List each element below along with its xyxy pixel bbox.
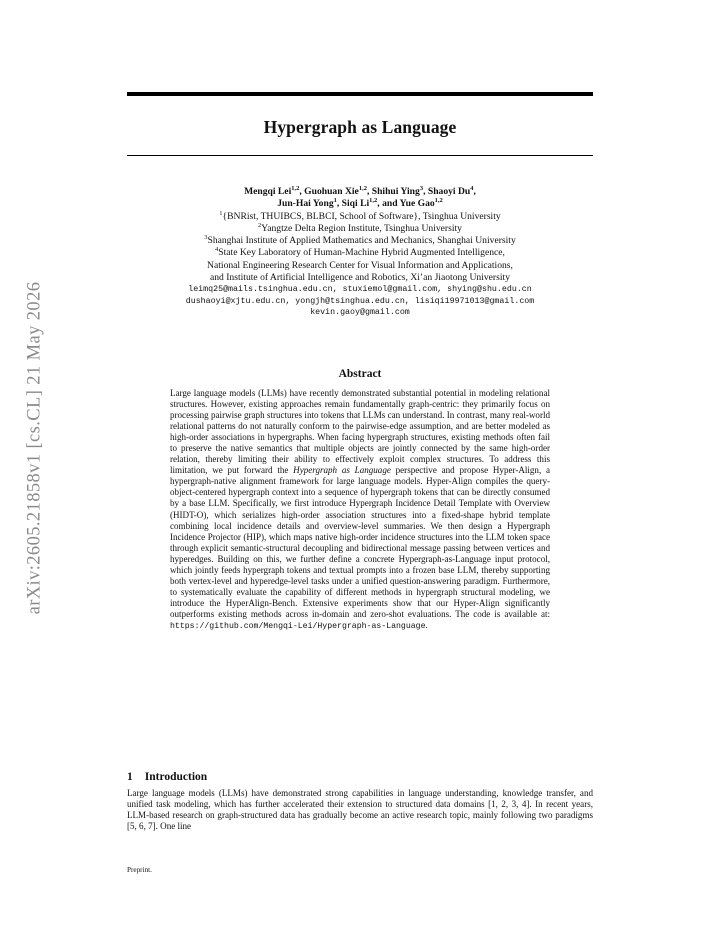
affiliation xyxy=(127,260,593,272)
affiliation xyxy=(127,272,593,284)
affiliation-text: Shanghai Institute of Applied Mathematics and Mechanics, Shanghai University xyxy=(207,235,516,247)
email-line: leimq25@mails.tsinghua.edu.cn, stuxiemol@gmail.com, shying@shu.edu.cn xyxy=(188,285,532,295)
author-sup: 1,2 xyxy=(358,184,367,192)
author-block xyxy=(127,186,593,318)
arxiv-identifier: arXiv:2605.21858v1 [cs.CL] 21 May 2026 xyxy=(24,281,45,615)
code-url-link[interactable]: https://github.com/Mengqi-Lei/Hypergraph-as-Language xyxy=(170,621,426,631)
abstract-text: Large language models (LLMs) have recently demonstrated substantial potential in modeling relational structures. However, existing approaches remain fundamentally graph-centric: they primarily focus on processing pairwise graph structures into tokens that LLMs can understand. In contrast, many real-world relational patterns do not naturally conform to the pairwise-edge assumption, and are better modeled as high-order associations in hypergraphs. When facing hypergraph structures, existing methods often fail to preserve the native semantics that multiple objects are jointly connected by the same high-order relation, thereby limiting their ability to effectively exploit complex structures. To address this limitation, we put forward the xyxy=(170,388,550,476)
author-line-2: Jun-Hai Yong$^1$, Siqi Li$^{1,2}$, and Yue Gao$^{1,2}$ xyxy=(277,197,443,210)
section-number: 1 xyxy=(127,771,133,783)
author-name: Siqi Li xyxy=(341,198,370,210)
email-line: dushaoyi@xjtu.edu.cn, yongjh@tsinghua.edu.cn, lisiqi19971013@gmail.com xyxy=(185,296,535,306)
author-name: Guohuan Xie xyxy=(304,186,359,197)
affiliation-sup: 2 xyxy=(258,221,262,229)
affiliation xyxy=(127,247,593,259)
abstract-body xyxy=(170,388,550,632)
abstract-emphasis: Hypergraph as Language xyxy=(293,465,391,476)
author-name: Mengqi Lei xyxy=(244,186,292,197)
affiliation-text: National Engineering Research Center for Visual Information and Applications, xyxy=(207,259,513,271)
intro-paragraph: Large language models (LLMs) have demonstrated strong capabilities in language understanding, knowledge transfer, and unified task modeling, which has further accelerated their extension to structured data domains [1, 2, 3, 4]. In recent years, LLM-based research on graph-structured data has gradually become an active research topic, mainly following two paradigms [5, 6, 7]. One line xyxy=(127,788,593,832)
section-heading xyxy=(127,771,207,783)
author-sup: 1,2 xyxy=(434,197,443,205)
affiliation-sup: 4 xyxy=(215,246,219,254)
affiliation xyxy=(127,223,593,235)
affiliation xyxy=(127,235,593,247)
affiliation-sup: 1 xyxy=(219,209,223,217)
section-title: Introduction xyxy=(144,771,208,783)
affiliation xyxy=(127,211,593,223)
author-sup: 1,2 xyxy=(291,184,300,192)
abstract-text: perspective and propose Hyper-Align, a hypergraph-native alignment framework for large language models. Hyper-Align compiles the query-object-centered hypergraph context into a sequence of hypergraph tokens that can be directly consumed by a base LLM. Specifically, we first introduce Hypergraph Incidence Detail Template with Overview (HIDT-O), which serializes high-order association structures into a fixed-shape hybrid template combining local incidence details and overview-level summaries. We then design a Hypergraph Incidence Projector (HIP), which maps native high-order incidence structures into the LLM token space through explicit semantic-structural decoupling and bidirectional message passing between vertices and hyperedges. Building on this, we further define a concrete Hypergraph-as-Language input protocol, which jointly feeds hypergraph tokens and textual prompts into a frozen base LLM, thereby supporting both vertex-level and hyperedge-level tasks under a unified question-answering paradigm. Furthermore, to systematically evaluate the capability of different methods in hypergraph structural modeling, we introduce the HyperAlign-Bench. Extensive experiments show that our Hyper-Align significantly outperforms existing methods across in-domain and zero-shot evaluations. The code is available at: xyxy=(170,465,551,619)
affiliation-text: {BNRist, THUIBCS, BLBCI, School of Software}, Tsinghua University xyxy=(222,210,501,222)
affiliation-text: and Institute of Artificial Intelligence and Robotics, Xi’an Jiaotong University xyxy=(209,272,510,284)
author-name: and Yue Gao xyxy=(382,198,435,210)
email-line: kevin.gaoy@gmail.com xyxy=(310,307,410,317)
abstract-text: . xyxy=(425,619,428,630)
title-top-rule xyxy=(127,92,593,96)
abstract-heading: Abstract xyxy=(338,368,382,380)
author-sup: 1 xyxy=(333,197,337,205)
author-sup: 3 xyxy=(419,184,424,192)
author-sup: 1,2 xyxy=(369,197,378,205)
author-name: Jun-Hai Yong xyxy=(277,198,334,210)
author-sup: 4 xyxy=(470,184,474,192)
affiliation-text: Yangtze Delta Region Institute, Tsinghua University xyxy=(261,222,462,234)
title-bottom-rule xyxy=(127,155,593,156)
paper-title: Hypergraph as Language xyxy=(263,117,457,137)
author-name: Shihui Ying xyxy=(371,186,420,197)
footer-note: Preprint. xyxy=(127,866,152,874)
author-line-1: Mengqi Lei$^{1,2}$, Guohuan Xie$^{1,2}$, Shihui Ying$^3$, Shaoyi Du$^4$, xyxy=(244,184,476,197)
affiliation-text: State Key Laboratory of Human-Machine Hybrid Augmented Intelligence, xyxy=(218,247,505,259)
author-name: Shaoyi Du xyxy=(427,186,471,197)
affiliation-sup: 3 xyxy=(204,234,208,241)
